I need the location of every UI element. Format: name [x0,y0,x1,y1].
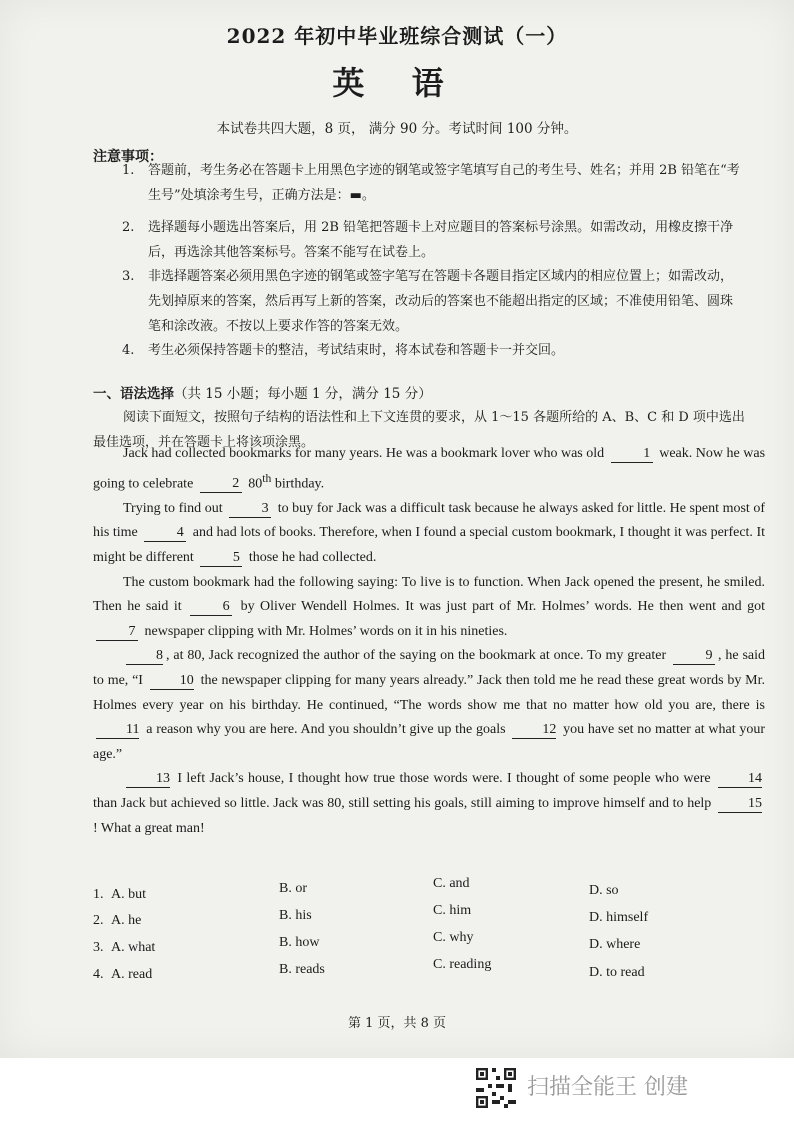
passage-paragraph-4 [93,644,765,767]
blank-4: 4 [144,525,186,542]
blank-9: 9 [673,648,715,665]
blank-13: 13 [126,771,170,788]
exam-info: 本试卷共四大题，8 页， 满分 90 分。考试时间 100 分钟。 [216,121,578,137]
question-number: 1. [93,887,104,902]
blank-2: 2 [200,476,242,493]
note-text: 答题前，考生务必在答题卡上用黑色字迹的钢笔或签字笔填写自己的考生号、姓名；并用 2B 铅笔在“考生号”处填涂考生号，正确方法是：▬。 [148,163,740,203]
note-number: 3. [122,269,135,284]
blank-7: 7 [96,624,138,641]
note-text: 非选择题答案必须用黑色字迹的钢笔或签字笔写在答题卡各题目指定区域内的相应位置上；如需改动，先划掉原来的答案，然后再写上新的答案，改动后的答案也不能超出指定的区域；不准使用铅笔、圆珠笔和涂改液。不按以上要求作答的答案无效。 [148,269,734,334]
passage-paragraph-2 [93,497,765,571]
option-c: C. and [433,876,470,891]
note-number: 1. [122,163,135,178]
passage-text: by Oliver Wendell Holmes. It was just part of Mr. Holmes’ words. He then went and got [240,599,766,615]
question-number: 2. [93,913,104,928]
option-b: B. reads [279,962,325,977]
option-a: A. but [111,887,146,902]
option-b: B. or [279,881,307,896]
section-title: 一、语法选择 [93,386,174,402]
blank-6: 6 [190,599,232,616]
exam-title: 2022 年初中毕业班综合测试（一） [226,24,568,48]
option-a: A. what [111,940,156,955]
option-d: D. to read [589,965,645,980]
passage-text: 80 [248,476,263,492]
passage-text: weak. Now he was going to celebrate [93,446,766,492]
passage-text: newspaper clipping with Mr. Holmes’ words on it in his nineties. [144,623,508,639]
option-c: C. reading [433,957,492,972]
reading-passage [93,442,765,841]
option-c: C. him [433,903,472,918]
option-a: A. he [111,913,142,928]
section-heading [93,382,432,402]
passage-text: and had lots of books. Therefore, when I found a special custom bookmark, I thought it was perfect. It might be different [93,525,765,566]
blank-11: 11 [96,722,139,739]
page-number: 第 1 页，共 8 页 [347,1016,447,1031]
passage-text: to buy for Jack was a difficult task because he always asked for little. He spent most of his time [93,500,766,541]
passage-text: the newspaper clipping for many years already.” Jack then told me he read these great words by Mr. Holmes every year on his birthday. He continued, “The words show me that no matter how old you are, there is [93,673,766,713]
note-number: 2. [122,220,135,235]
section-instruction: 阅读下面短文，按照句子结构的语法性和上下文连贯的要求，从 1～15 各题所给的 A、B、C 和 D 项中选出最佳选项，并在答题卡上将该项涂黑。 [93,410,745,450]
option-d: D. himself [589,910,649,925]
note-number: 4. [122,343,135,358]
option-d: D. where [589,937,641,952]
option-c: C. why [433,930,474,945]
question-options-4 [93,957,773,993]
option-b: B. how [279,935,320,950]
blank-12: 12 [512,722,556,739]
ordinal-suffix: th [262,471,272,485]
note-item-2 [122,215,744,265]
note-text: 选择题每小题选出答案后，用 2B 铅笔把答题卡上对应题目的答案标号涂黑。如需改动，用橡皮擦干净后，再选涂其他答案标号。答案不能写在试卷上。 [148,220,734,260]
blank-14: 14 [718,771,762,788]
passage-text: I left Jack’s house, I thought how true those words were. I thought of some people who were [177,771,711,787]
passage-text: The custom bookmark had the following saying: To live is to function. When Jack opened the present, he smiled. Then he said it [93,574,765,615]
note-text: 考生必须保持答题卡的整洁，考试结束时，将本试卷和答题卡一并交回。 [148,343,565,358]
blank-8: 8 [126,648,163,665]
passage-text: , he said to me, “I [93,648,765,688]
notes-title: 注意事项： [93,149,163,165]
passage-text: Trying to find out [123,500,223,516]
note-item-4 [122,338,744,363]
passage-paragraph-5 [93,767,765,841]
scanner-watermark: 扫描全能王 创建 [527,1075,688,1100]
qr-code-icon [476,1068,516,1108]
passage-paragraph-1 [93,442,765,497]
passage-text: Jack had collected bookmarks for many years. He was a bookmark lover who was old [123,446,605,461]
passage-paragraph-3 [93,571,765,645]
passage-text: than Jack but achieved so little. Jack was 80, still setting his goals, still aiming to improve himself and to help [93,795,712,811]
passage-text: you have set no matter at what your age.” [93,722,766,762]
question-number: 4. [93,967,104,982]
section-detail: （共 15 小题；每小题 1 分，满分 15 分） [174,386,432,402]
note-item-1 [122,158,744,208]
passage-text: those he had collected. [248,550,377,566]
blank-1: 1 [611,446,653,463]
option-a: A. read [111,967,153,982]
passage-text: a reason why you are here. And you shouldn’t give up the goals [146,722,506,738]
note-item-3 [122,264,744,339]
passage-text: birthday. [271,476,325,492]
subject-title: 英 语 [332,64,462,102]
passage-text: ! What a great man! [93,820,205,836]
blank-5: 5 [200,550,242,567]
passage-text: , at 80, Jack recognized the author of the saying on the bookmark at once. To my greater [166,648,667,664]
blank-10: 10 [150,673,194,690]
blank-3: 3 [229,501,271,518]
option-d: D. so [589,883,619,898]
blank-15: 15 [718,796,762,813]
question-number: 3. [93,940,104,955]
option-b: B. his [279,908,312,923]
